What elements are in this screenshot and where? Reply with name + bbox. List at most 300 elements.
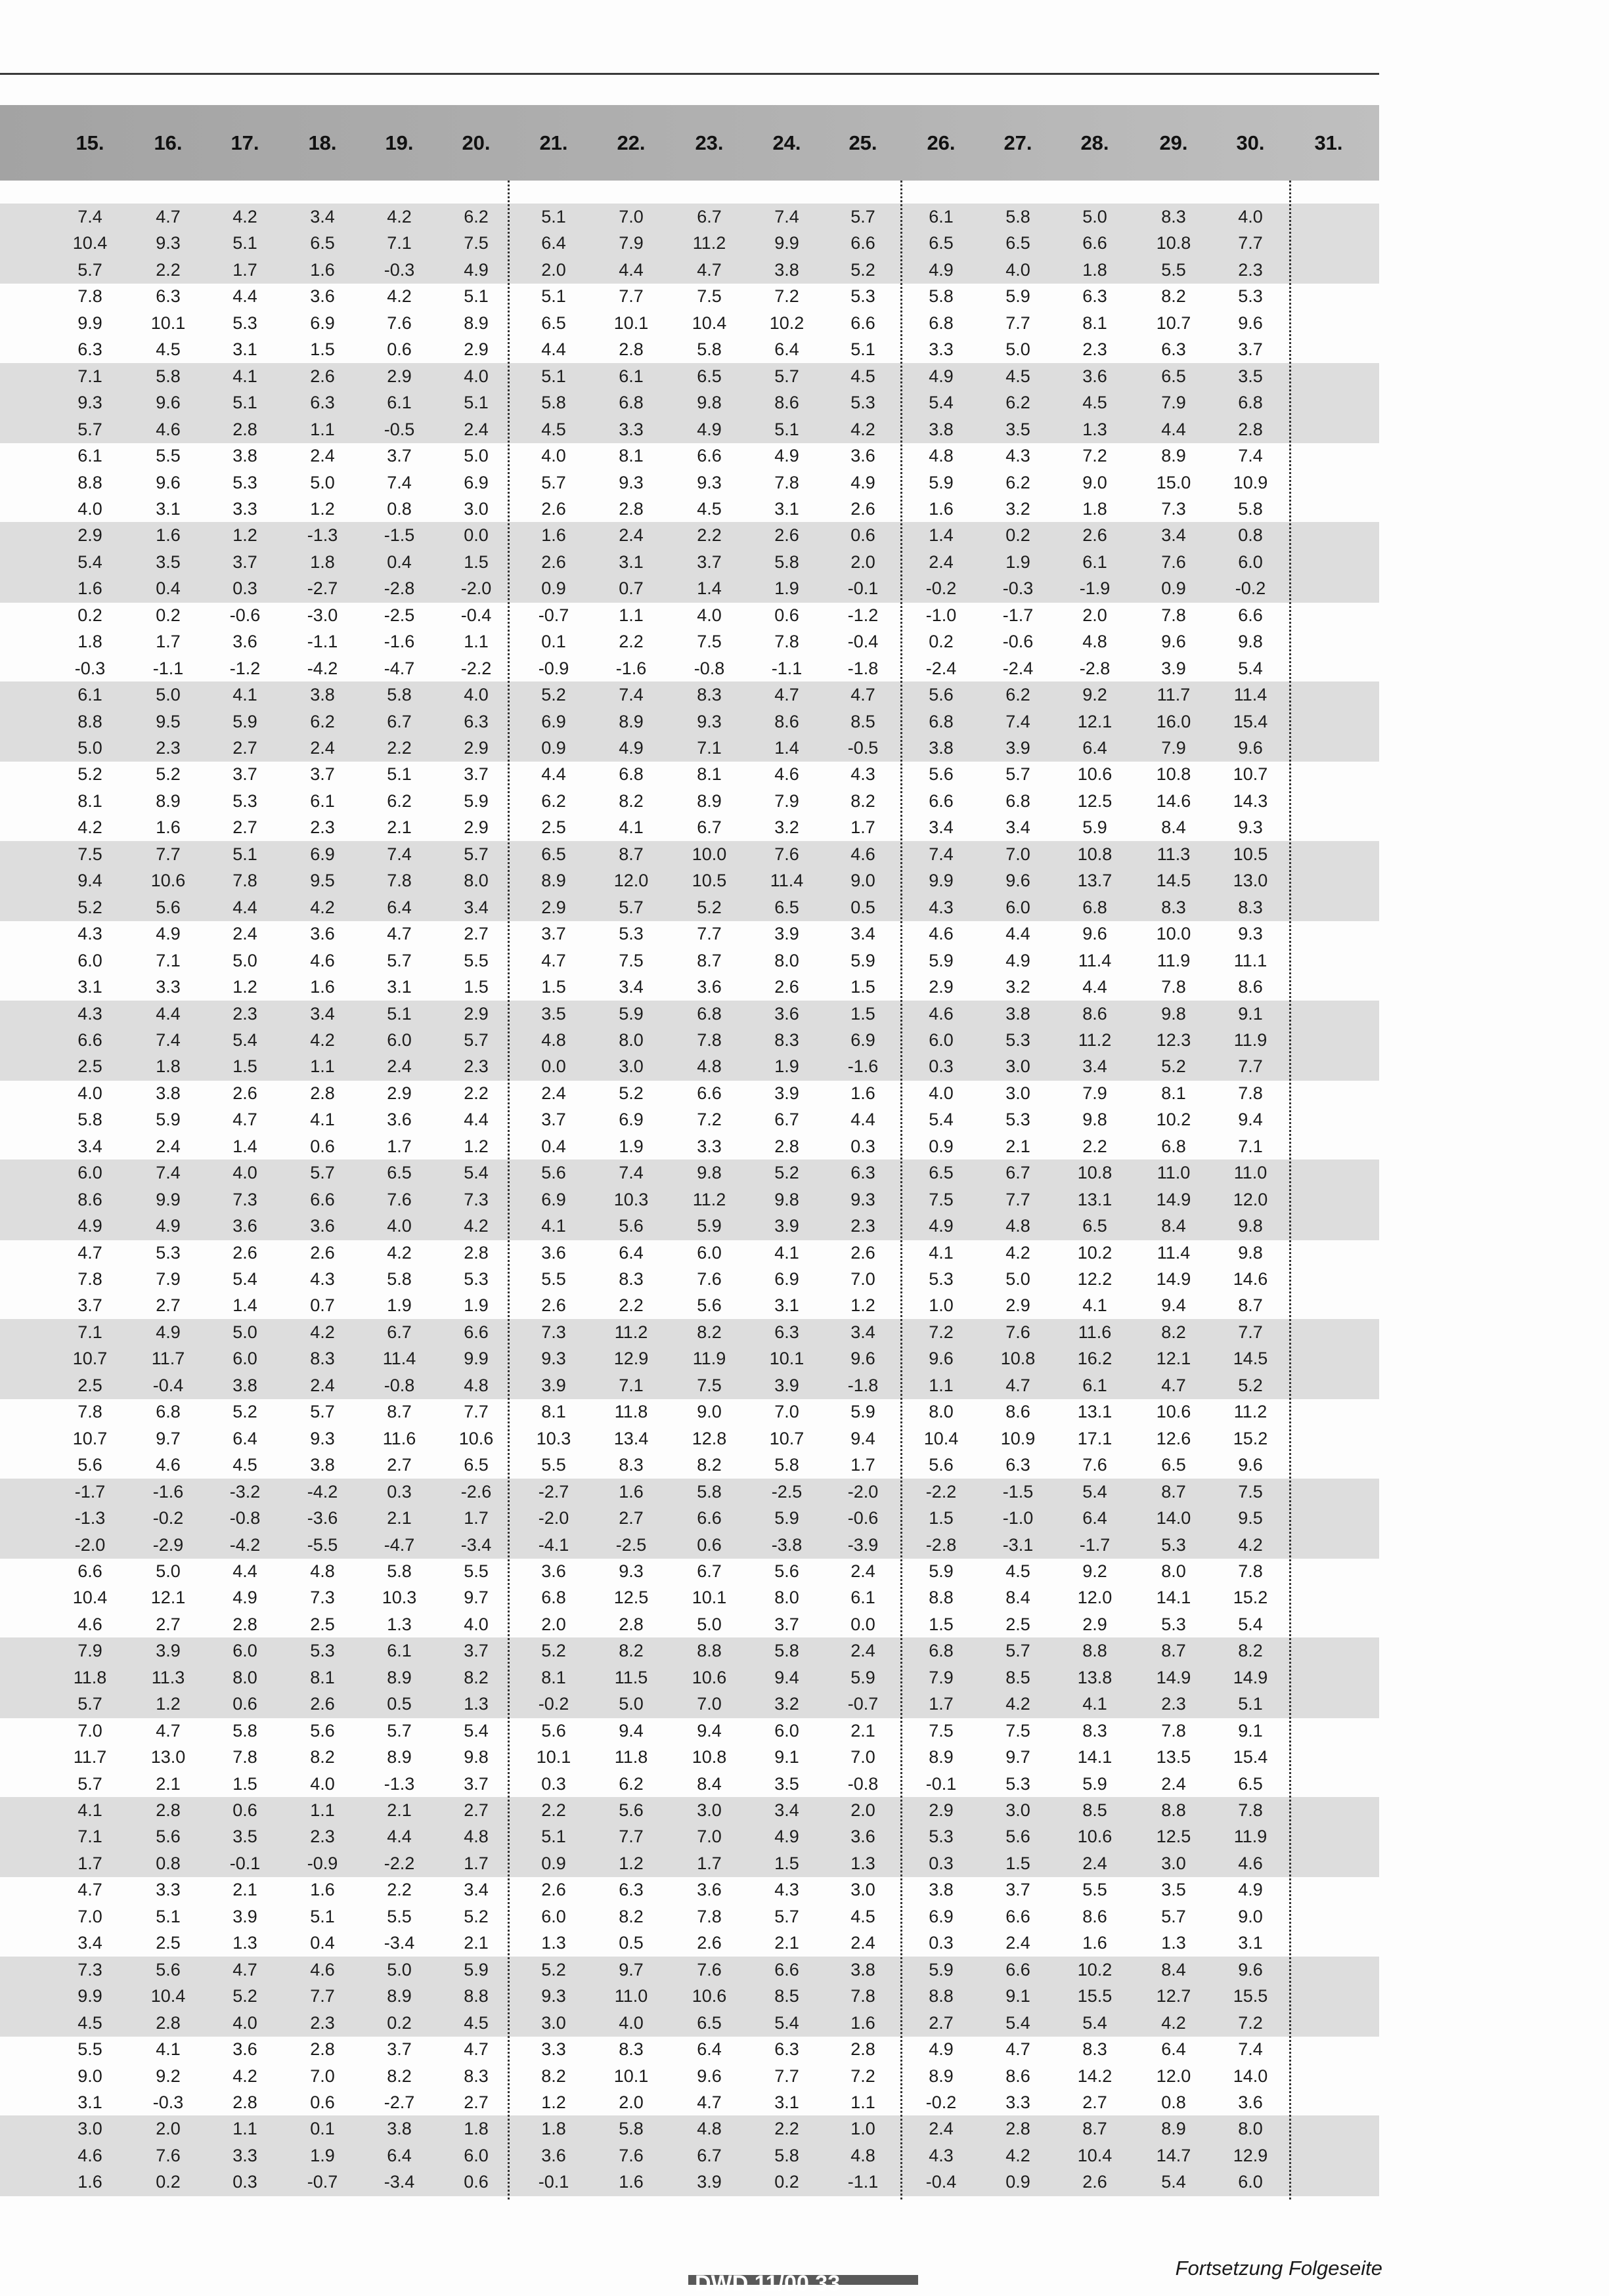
table-cell: 5.8 [774,552,799,572]
table-cell: -2.0 [538,1508,569,1528]
table-cell: 2.5 [310,1614,335,1634]
table-cell: 8.2 [697,1455,722,1475]
table-cell: 5.8 [156,366,181,386]
table-cell: 12.3 [1156,1029,1191,1050]
table-cell: 7.7 [619,1827,644,1847]
table-cell: 9.4 [1238,1110,1263,1130]
table-cell: 3.5 [156,552,181,572]
table-cell: 2.1 [464,1933,489,1953]
column-header: 27. [1003,131,1032,154]
table-cell: 7.9 [619,233,644,253]
table-cell: 6.8 [619,393,644,413]
table-cell: 13.0 [150,1747,186,1767]
table-cell: 7.1 [619,1375,644,1395]
table-cell: 4.1 [774,1242,799,1263]
table-cell: 3.6 [232,1216,257,1236]
table-cell: 1.1 [310,1800,335,1820]
table-cell: 4.9 [156,1216,181,1236]
table-cell: 5.4 [1082,2012,1107,2033]
table-cell: 3.8 [232,446,257,466]
table-cell: 5.2 [232,1986,257,2006]
table-cell: 6.5 [541,313,566,333]
table-cell: 6.4 [619,1242,644,1263]
table-cell: 7.4 [619,1163,644,1183]
table-cell: 5.4 [232,1269,257,1289]
table-cell: 6.8 [156,1402,181,1422]
table-cell: 2.3 [310,1827,335,1847]
table-cell: 5.3 [232,791,257,811]
table-cell: 8.8 [77,711,102,731]
table-cell: 4.6 [77,1614,102,1634]
table-cell: 6.8 [619,764,644,785]
table-cell: -2.7 [538,1481,569,1502]
table-cell: 4.6 [156,1455,181,1475]
table-cell: 0.8 [156,1853,181,1873]
table-cell: 2.6 [310,1694,335,1714]
table-cell: 8.0 [774,1588,799,1608]
table-cell: 8.0 [464,871,489,891]
table-cell: 2.6 [697,1933,722,1953]
table-cell: -0.6 [847,1508,879,1528]
table-cell: 4.0 [77,498,102,519]
table-cell: 6.2 [541,791,566,811]
table-cell: 2.8 [850,2039,875,2060]
table-cell: 3.0 [1161,1853,1186,1873]
table-cell: 8.7 [1082,2119,1107,2139]
table-cell: 3.4 [1161,525,1186,546]
table-cell: 0.6 [697,1534,722,1555]
table-cell: 5.5 [464,950,489,970]
table-cell: 7.3 [1161,498,1186,519]
table-cell: 8.3 [1238,897,1263,917]
table-cell: 6.0 [774,1720,799,1741]
table-cell: -4.2 [307,1481,338,1502]
table-cell: 0.3 [387,1481,412,1502]
table-cell: 4.4 [232,1561,257,1581]
table-cell: 3.2 [774,1694,799,1714]
table-cell: 4.7 [156,1720,181,1741]
table-cell: 6.2 [1005,393,1030,413]
table-cell: 4.4 [464,1110,489,1130]
table-cell: 2.7 [929,2012,954,2033]
table-cell: 1.9 [387,1295,412,1316]
table-cell: 5.8 [541,393,566,413]
table-cell: 7.0 [77,1720,102,1741]
column-separator [1289,181,1291,2199]
table-cell: 2.0 [850,1800,875,1820]
table-cell: -1.6 [152,1481,184,1502]
table-cell: 7.3 [464,1189,489,1209]
table-cell: 1.6 [310,259,335,280]
table-cell: 2.2 [619,632,644,652]
table-cell: 2.4 [850,1933,875,1953]
table-cell: -0.8 [384,1375,415,1395]
table-cell: 4.5 [77,2012,102,2033]
table-cell: 5.7 [774,366,799,386]
table-cell: 6.2 [619,1773,644,1794]
table-cell: 4.0 [232,1163,257,1183]
table-cell: 5.9 [1082,1773,1107,1794]
table-cell: 4.2 [1238,1534,1263,1555]
table-cell: 9.2 [1082,685,1107,705]
table-cell: 13.4 [613,1428,649,1448]
table-cell: 1.3 [541,1933,566,1953]
table-cell: 6.6 [774,1959,799,1980]
table-cell: 7.9 [1161,738,1186,758]
table-cell: 10.1 [692,1588,727,1608]
table-cell: 4.1 [1082,1694,1107,1714]
table-cell: 16.0 [1156,711,1191,731]
table-cell: 6.4 [697,2039,722,2060]
table-cell: 9.1 [774,1747,799,1767]
table-cell: -0.4 [847,632,879,652]
table-cell: 6.5 [697,366,722,386]
table-cell: 7.4 [156,1029,181,1050]
table-cell: 7.5 [929,1720,954,1741]
table-cell: -4.1 [538,1534,569,1555]
table-cell: 3.9 [232,1906,257,1926]
table-cell: 2.6 [310,1242,335,1263]
table-cell: 8.9 [387,1747,412,1767]
table-cell: 2.3 [1238,259,1263,280]
column-header: 24. [772,131,801,154]
table-cell: -1.1 [847,2172,879,2192]
table-cell: 7.7 [464,1402,489,1422]
table-cell: 7.9 [1082,1083,1107,1103]
top-rule [0,73,1379,75]
table-cell: 5.4 [929,1110,954,1130]
table-cell: 6.7 [387,711,412,731]
table-cell: 7.6 [387,313,412,333]
table-cell: 7.8 [1161,977,1186,997]
table-cell: 3.3 [619,419,644,439]
table-cell: 9.4 [697,1720,722,1741]
table-cell: 11.4 [382,1349,416,1369]
table-cell: 6.5 [541,844,566,864]
table-cell: 4.7 [1005,2039,1030,2060]
table-cell: 14.3 [1233,791,1268,811]
table-cell: 2.9 [1082,1614,1107,1634]
table-cell: 13.1 [1077,1402,1113,1422]
table-cell: 4.5 [156,339,181,360]
table-cell: 6.1 [619,366,644,386]
table-cell: 0.3 [232,2172,257,2192]
table-cell: 4.1 [232,685,257,705]
table-cell: 4.8 [464,1827,489,1847]
table-cell: 5.7 [1161,1906,1186,1926]
table-cell: 5.9 [774,1508,799,1528]
table-cell: 5.3 [464,1269,489,1289]
table-cell: 5.8 [1005,207,1030,227]
table-cell: 4.8 [310,1561,335,1581]
table-cell: 10.6 [1077,764,1113,785]
table-cell: 6.5 [1005,233,1030,253]
table-cell: 9.6 [156,472,181,492]
table-cell: -3.9 [847,1534,879,1555]
table-cell: 14.6 [1233,1269,1268,1289]
table-cell: 3.8 [310,685,335,705]
table-cell: 1.6 [310,1880,335,1900]
table-cell: 6.7 [697,207,722,227]
table-cell: 4.8 [1005,1216,1030,1236]
table-cell: 7.0 [697,1827,722,1847]
table-cell: 3.0 [697,1800,722,1820]
table-cell: -3.4 [384,2172,415,2192]
table-cell: 3.4 [850,924,875,944]
table-cell: 2.1 [387,1508,412,1528]
table-cell: 6.7 [697,817,722,838]
table-cell: 5.7 [1005,1641,1030,1661]
table-cell: 15.4 [1233,1747,1268,1767]
table-cell: 2.8 [619,498,644,519]
table-cell: 3.7 [1238,339,1263,360]
table-cell: 4.0 [310,1773,335,1794]
table-cell: 2.4 [310,738,335,758]
table-cell: 4.9 [464,259,489,280]
table-cell: 14.0 [1233,2066,1268,2086]
table-cell: 3.7 [387,446,412,466]
table-cell: 4.7 [464,2039,489,2060]
table-cell: 7.6 [156,2145,181,2165]
table-cell: 5.3 [1238,286,1263,307]
table-cell: 3.4 [774,1800,799,1820]
table-cell: 5.6 [929,685,954,705]
table-cell: 7.3 [310,1588,335,1608]
table-cell: 0.8 [1161,2092,1186,2112]
table-cell: 7.3 [77,1959,102,1980]
table-cell: 9.8 [464,1747,489,1767]
table-cell: 3.4 [850,1322,875,1342]
table-cell: 1.7 [77,1853,102,1873]
table-cell: 1.7 [232,259,257,280]
table-cell: 7.0 [77,1906,102,1926]
table-cell: 2.0 [156,2119,181,2139]
table-cell: 8.9 [619,711,644,731]
table-cell: 9.3 [541,1986,566,2006]
table-cell: 2.9 [77,525,102,546]
table-cell: 11.5 [614,1667,648,1687]
table-cell: 3.3 [697,1136,722,1156]
table-cell: 13.7 [1077,871,1113,891]
table-cell: 8.4 [1005,1588,1030,1608]
table-cell: 7.4 [77,207,102,227]
table-cell: 3.5 [232,1827,257,1847]
table-cell: 9.0 [1238,1906,1263,1926]
table-cell: 9.5 [310,871,335,891]
table-cell: 11.4 [1078,950,1112,970]
table-cell: 3.3 [1005,2092,1030,2112]
table-cell: 4.0 [464,366,489,386]
table-cell: 10.1 [613,313,649,333]
table-cell: 5.6 [1005,1827,1030,1847]
table-cell: 7.7 [156,844,181,864]
table-cell: 6.6 [1082,233,1107,253]
table-cell: 4.1 [1082,1295,1107,1316]
table-cell: 2.8 [464,1242,489,1263]
table-cell: 2.7 [156,1614,181,1634]
table-cell: 6.5 [1082,1216,1107,1236]
page-tag [688,2271,918,2296]
table-cell: -0.9 [538,658,569,678]
table-cell: 4.0 [387,1216,412,1236]
table-cell: 1.5 [850,977,875,997]
table-cell: 2.4 [1161,1773,1186,1794]
table-cell: 6.8 [1082,897,1107,917]
table-cell: 3.4 [77,1933,102,1953]
table-cell: 5.2 [232,1402,257,1422]
table-cell: 6.6 [310,1189,335,1209]
table-cell: -2.4 [925,658,957,678]
table-cell: 5.3 [850,286,875,307]
table-cell: 12.8 [692,1428,727,1448]
table-cell: 0.3 [541,1773,566,1794]
table-cell: 4.4 [541,764,566,785]
table-cell: 3.0 [1005,1083,1030,1103]
table-cell: 7.4 [387,844,412,864]
table-cell: 9.3 [1238,817,1263,838]
table-cell: 5.0 [77,738,102,758]
table-cell: 7.4 [619,685,644,705]
table-cell: 14.5 [1233,1349,1268,1369]
table-cell: 2.2 [464,1083,489,1103]
table-cell: 2.0 [541,1614,566,1634]
table-cell: 1.6 [310,977,335,997]
table-cell: -1.9 [1079,578,1111,599]
table-cell: 8.3 [1082,1720,1107,1741]
table-cell: 4.3 [77,924,102,944]
table-cell: 1.2 [464,1136,489,1156]
table-cell: 2.6 [310,366,335,386]
table-cell: 5.7 [541,472,566,492]
table-cell: 6.6 [697,1508,722,1528]
table-cell: 4.9 [619,738,644,758]
table-cell: 5.4 [1161,2172,1186,2192]
table-cell: 8.0 [929,1402,954,1422]
table-cell: 7.7 [1005,1189,1030,1209]
table-cell: 8.8 [929,1986,954,2006]
table-cell: 14.9 [1156,1189,1191,1209]
table-cell: 2.0 [541,259,566,280]
table-cell: 3.6 [232,632,257,652]
table-cell: 7.8 [1238,1800,1263,1820]
table-cell: 5.9 [697,1216,722,1236]
table-cell: -0.2 [925,2092,957,2112]
table-cell: 2.8 [774,1136,799,1156]
table-cell: 12.0 [1233,1189,1268,1209]
table-cell: 7.8 [774,632,799,652]
table-cell: -2.9 [152,1534,184,1555]
table-cell: 4.8 [541,1029,566,1050]
table-cell: 5.9 [929,950,954,970]
table-cell: 10.2 [769,313,804,333]
table-cell: 10.9 [1233,472,1268,492]
table-cell: 4.0 [77,1083,102,1103]
table-cell: 2.9 [464,339,489,360]
table-cell: 6.6 [1238,605,1263,625]
table-cell: 4.6 [77,2145,102,2165]
table-cell: 1.6 [619,2172,644,2192]
table-cell: 1.3 [232,1933,257,1953]
table-cell: 5.4 [464,1163,489,1183]
table-cell: 1.8 [156,1056,181,1077]
table-cell: 2.4 [310,446,335,466]
table-cell: 6.6 [697,1083,722,1103]
table-cell: 6.6 [1005,1906,1030,1926]
table-cell: 4.6 [850,844,875,864]
table-cell: 10.3 [536,1428,571,1448]
table-cell: 3.4 [929,817,954,838]
table-cell: 7.4 [1238,446,1263,466]
table-cell: 9.9 [774,233,799,253]
table-cell: 0.0 [464,525,489,546]
table-cell: 5.7 [77,1773,102,1794]
table-cell: 11.2 [692,1189,726,1209]
table-cell: 9.8 [697,393,722,413]
table-cell: -0.8 [694,658,725,678]
table-cell: 3.1 [77,2092,102,2112]
table-cell: 8.0 [1238,2119,1263,2139]
table-cell: 8.3 [619,1455,644,1475]
table-cell: 8.8 [1161,1800,1186,1820]
table-cell: -3.0 [307,605,338,625]
table-cell: 10.7 [72,1349,108,1369]
table-cell: 3.6 [774,1003,799,1024]
table-cell: 4.7 [774,685,799,705]
table-cell: 1.1 [619,605,644,625]
table-cell: -0.7 [847,1694,879,1714]
table-cell: 7.2 [929,1322,954,1342]
table-cell: 2.3 [310,2012,335,2033]
table-cell: 3.7 [464,1641,489,1661]
table-cell: 5.2 [697,897,722,917]
table-cell: -1.1 [152,658,184,678]
table-cell: 3.8 [1005,1003,1030,1024]
table-cell: 10.0 [692,844,727,864]
table-cell: 3.1 [774,498,799,519]
table-cell: 6.1 [1082,552,1107,572]
table-cell: 11.9 [1233,1827,1267,1847]
table-cell: 9.6 [156,393,181,413]
table-cell: 3.0 [850,1880,875,1900]
table-cell: 5.8 [619,2119,644,2139]
table-cell: 4.0 [619,2012,644,2033]
table-cell: 1.7 [387,1136,412,1156]
table-cell: -1.0 [1002,1508,1034,1528]
table-cell: 1.6 [1082,1933,1107,1953]
table-cell: 7.8 [77,286,102,307]
table-cell: 4.8 [850,2145,875,2165]
table-cell: 4.9 [929,366,954,386]
table-cell: 2.6 [541,1295,566,1316]
table-cell: 8.6 [774,393,799,413]
table-cell: 3.6 [1082,366,1107,386]
table-cell: 0.2 [77,605,102,625]
table-cell: 8.9 [1161,446,1186,466]
table-cell: 10.4 [150,1986,186,2006]
table-cell: 15.2 [1233,1588,1268,1608]
table-cell: 4.8 [697,1056,722,1077]
table-cell: 8.5 [774,1986,799,2006]
table-cell: 0.6 [464,2172,489,2192]
table-cell: 1.1 [464,632,489,652]
table-cell: 4.2 [77,817,102,838]
table-cell: 5.1 [1238,1694,1263,1714]
table-cell: 8.2 [1238,1641,1263,1661]
table-cell: 1.6 [619,1481,644,1502]
table-cell: 9.8 [1238,1216,1263,1236]
table-cell: 2.7 [232,738,257,758]
table-cell: 3.7 [77,1295,102,1316]
